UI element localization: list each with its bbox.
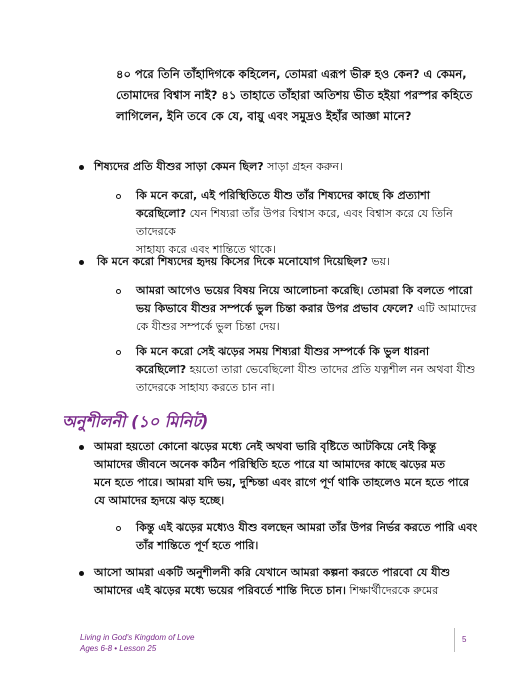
footer-info	[80, 632, 194, 654]
question-text: ভয় কিভাবে যীশুর সম্পর্কে ভুল চিন্তা করার উপর প্রভাব ফেলে?	[136, 302, 414, 315]
answer-text: হয়তো তারা ভেবেছিলো যীশু তাদের প্রতি যত্নশীল নন অথবা যীশু	[186, 363, 476, 376]
sub-question-item	[136, 282, 496, 336]
answer-text: সাহায্য করে এবং শান্তিতে থাকে।	[136, 243, 276, 256]
question-text: আমরা আগেও ভয়ের বিষয় নিয়ে আলোচনা করেছি। তোমরা কি বলতে পারো	[136, 284, 473, 297]
answer-text: কে যীশুর সম্পর্কে ভুল চিন্তা দেয়।	[136, 320, 280, 333]
sub-bullet-icon	[116, 350, 121, 355]
activity-paragraph	[94, 564, 494, 600]
activity-paragraph	[94, 438, 494, 510]
question-text: কি মনে করো সেই ঝড়ের সময় শিষ্যরা যীশুর সম্পর্কে কি ভুল ধারনা	[136, 345, 430, 358]
question-text: শিষ্যদের প্রতি যীশুর সাড়া কেমন ছিল?	[94, 160, 264, 173]
paragraph-line: তাঁর শান্তিতে পূর্ণ হতে পারি।	[136, 539, 259, 552]
question-item	[97, 253, 487, 271]
bullet-icon	[79, 571, 84, 576]
footer-title: Living in God's Kingdom of Love	[80, 633, 195, 642]
footer-divider	[454, 628, 455, 652]
question-item	[94, 158, 484, 176]
question-text: করেছিলো?	[136, 363, 187, 376]
section-heading: অনুশীলনী (১০ মিনিট)	[62, 412, 209, 431]
sub-bullet-icon	[116, 289, 121, 294]
paragraph-line: শিক্ষার্থীদেরকে রুমের	[345, 584, 439, 597]
paragraph-line: কিন্তু এই ঝড়ের মধ্যেও যীশু বলছেন আমরা তাঁর উপর নির্ভর করতে পারি এবং	[136, 521, 478, 534]
answer-text: ভয়।	[367, 255, 390, 268]
bullet-icon	[79, 445, 84, 450]
answer-text: সাড়া গ্রহন করুন।	[263, 160, 343, 173]
bullet-icon	[79, 165, 84, 170]
question-text: করেছিলো?	[136, 207, 187, 220]
paragraph-line: আসো আমরা একটি অনুশীলনী করি যেখানে আমরা কল্পনা করতে পারবো যে যীশু	[94, 566, 451, 579]
question-text: কি মনে করো, এই পরিস্থিতিতে যীশু তাঁর শিষ্যদের কাছে কি প্রত্যাশা	[136, 189, 430, 202]
answer-text: এটি আমাদের	[413, 302, 477, 315]
paragraph-line: মনে হতে পারে। আমরা যদি ভয়, দুশ্চিন্তা এবং রাগে পূর্ণ থাকি তাহলেও মনে হতে পারে	[94, 476, 469, 489]
paragraph-line: আমাদের এই ঝড়ের মধ্যে ভয়ের পরিবর্তে শান্তি দিতে চান।	[94, 584, 346, 597]
scripture-passage	[116, 64, 476, 127]
page-number: 5	[462, 635, 467, 644]
verse-line: তোমাদের বিশ্বাস নাই? ৪১ তাহাতে তাঁহারা অতিশয় ভীত হইয়া পরস্পর কহিতে	[116, 88, 473, 102]
sub-bullet-icon	[116, 194, 121, 199]
answer-text: যেন শিষ্যরা তাঁর উপর বিশ্বাস করে, এবং বিশ্বাস করে যে তিনি তাদেরকে	[136, 207, 453, 238]
activity-sub-paragraph	[136, 519, 496, 555]
sub-bullet-icon	[116, 526, 121, 531]
verse-line: ৪০ পরে তিনি তাঁহাদিগকে কহিলেন, তোমরা এরূপ ভীরু হও কেন? এ কেমন,	[116, 67, 467, 81]
question-text: কি মনে করো শিষ্যদের হৃদয় কিসের দিকে মনোযোগ দিয়েছিল?	[97, 255, 368, 268]
footer-meta: Ages 6-8 • Lesson 25	[80, 644, 157, 653]
verse-line: লাগিলেন, ইনি তবে কে যে, বায়ু এবং সমুদ্রও ইহাঁর আজ্ঞা মানে?	[116, 109, 412, 123]
sub-question-item	[136, 343, 496, 397]
paragraph-line: আমাদের জীবনে অনেক কঠিন পরিস্থিতি হতে পারে যা আমাদের কাছে ঝড়ের মত	[94, 458, 446, 471]
bullet-icon	[79, 260, 84, 265]
answer-text: তাদেরকে সাহায্য করতে চান না।	[136, 381, 275, 394]
sub-question-item	[136, 187, 496, 259]
paragraph-line: যে আমাদের হৃদয়ে ঝড় হচ্ছে।	[94, 494, 225, 507]
paragraph-line: আমরা হয়তো কোনো ঝড়ের মধ্যে নেই অথবা ভারি বৃষ্টিতে আটকিয়ে নেই কিন্তু	[94, 440, 437, 453]
